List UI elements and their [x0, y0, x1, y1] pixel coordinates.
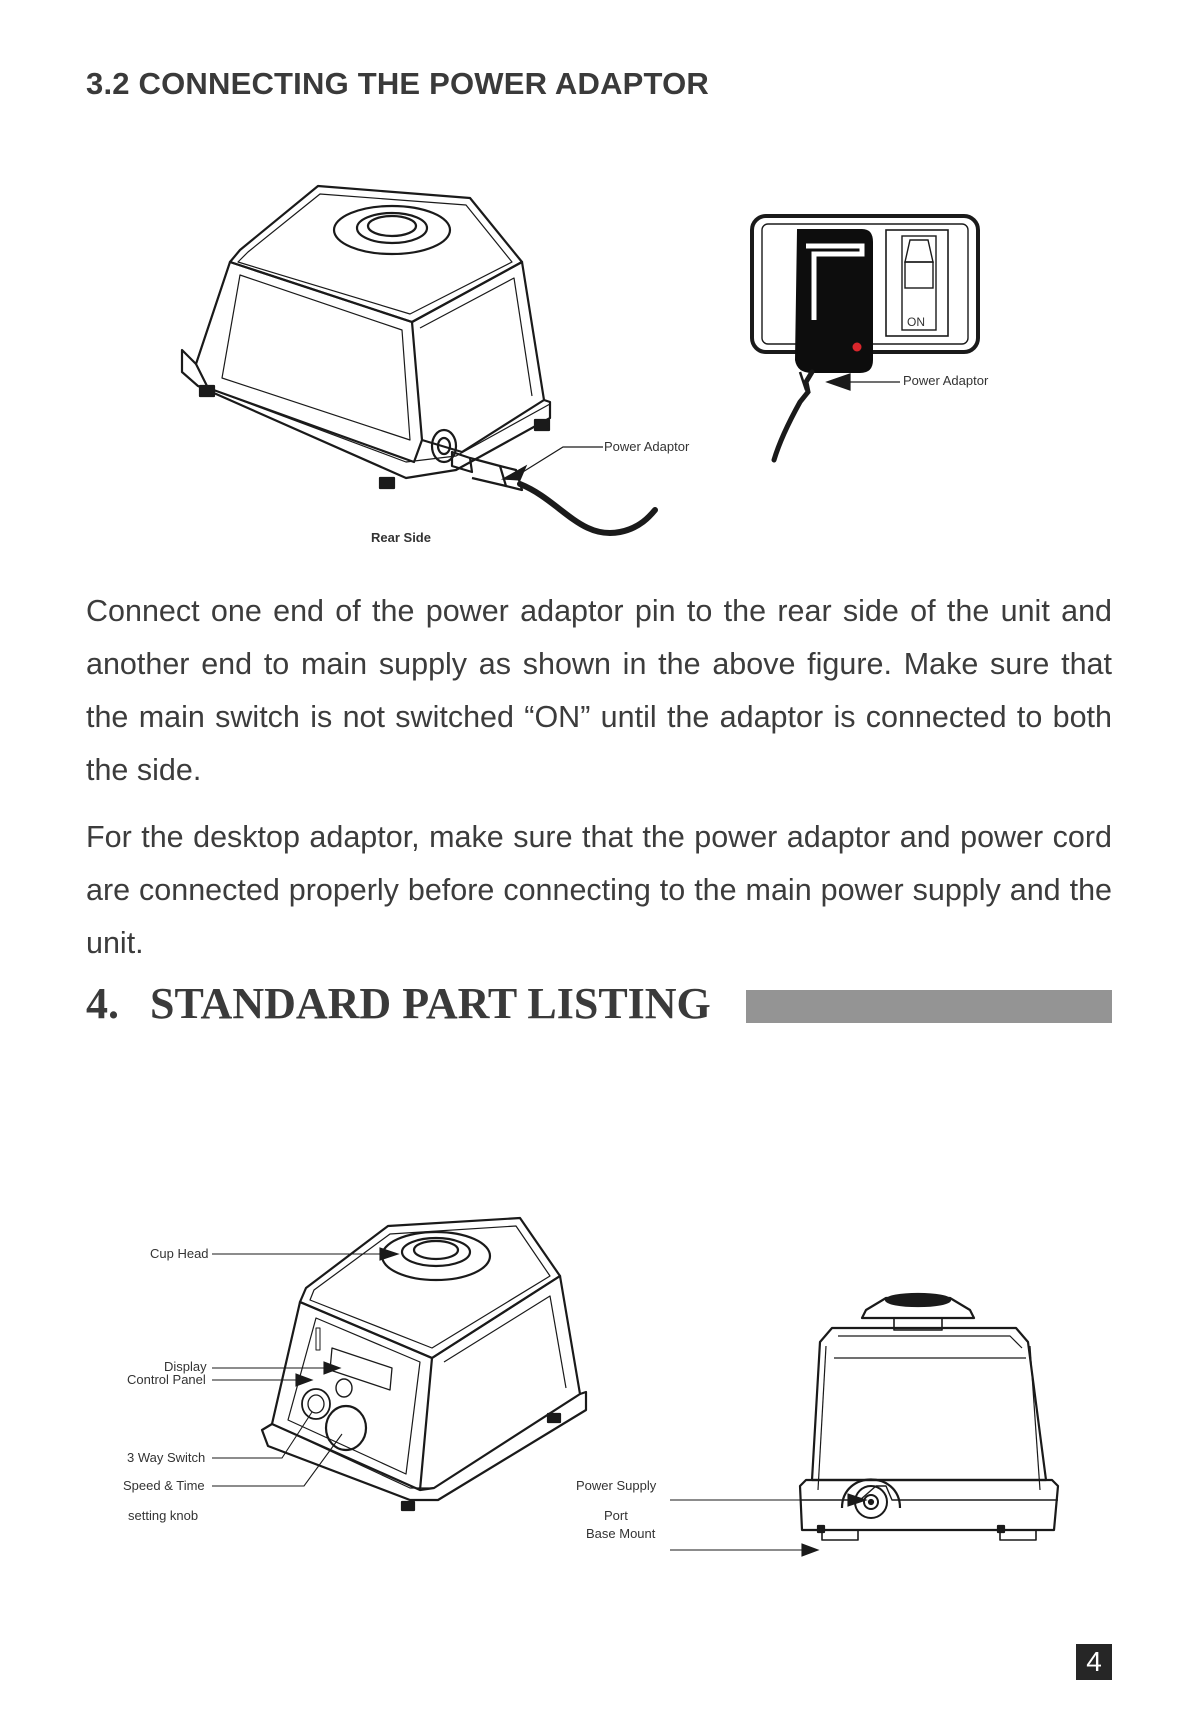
- label-speed-time: Speed & Time: [123, 1478, 205, 1493]
- label-power-adaptor-unit: Power Adaptor: [604, 439, 690, 454]
- leader-adaptor-wall: [827, 374, 900, 390]
- unit-front-illustration: [262, 1218, 586, 1510]
- unit-back-illustration: [800, 1294, 1058, 1540]
- label-control-panel: Control Panel: [127, 1372, 206, 1387]
- label-three-way-switch: 3 Way Switch: [127, 1450, 206, 1465]
- label-power-supply: Power Supply: [576, 1478, 657, 1493]
- leaders-back: [670, 1494, 866, 1556]
- label-base-mount: Base Mount: [586, 1526, 656, 1541]
- section4-heading: [86, 978, 711, 1029]
- leaders-front: [212, 1248, 398, 1486]
- label-port: Port: [604, 1508, 628, 1523]
- label-display: Display: [164, 1359, 207, 1374]
- label-setting-knob: setting knob: [128, 1508, 199, 1523]
- page-number: 4: [1076, 1644, 1112, 1680]
- unit-rear-illustration: [182, 186, 655, 533]
- section-heading: 3.2 CONNECTING THE POWER ADAPTOR: [86, 66, 710, 101]
- label-power-adaptor-wall: Power Adaptor: [903, 373, 989, 388]
- label-cup-head: Cup Head: [150, 1246, 209, 1261]
- label-rear-side: Rear Side: [371, 530, 431, 545]
- section4-title: STANDARD PART LISTING: [150, 979, 711, 1028]
- leader-adaptor-unit: [503, 447, 603, 480]
- section4-number: 4.: [86, 979, 119, 1028]
- paragraph-connection-instructions: Connect one end of the power adaptor pin to the rear side of the unit and another end to main supply as shown in the above figure. Make sure that the main switch is not switched “ON” until the adaptor is connected to both the side.: [86, 594, 1112, 787]
- heading-rule-bar: [746, 990, 1112, 1023]
- paragraph-desktop-adaptor: For the desktop adaptor, make sure that the power adaptor and power cord are connected properly before connecting to the main power supply and the unit.: [86, 820, 1112, 960]
- wall-socket-illustration: [752, 216, 978, 460]
- switch-on-text: ON: [907, 315, 925, 329]
